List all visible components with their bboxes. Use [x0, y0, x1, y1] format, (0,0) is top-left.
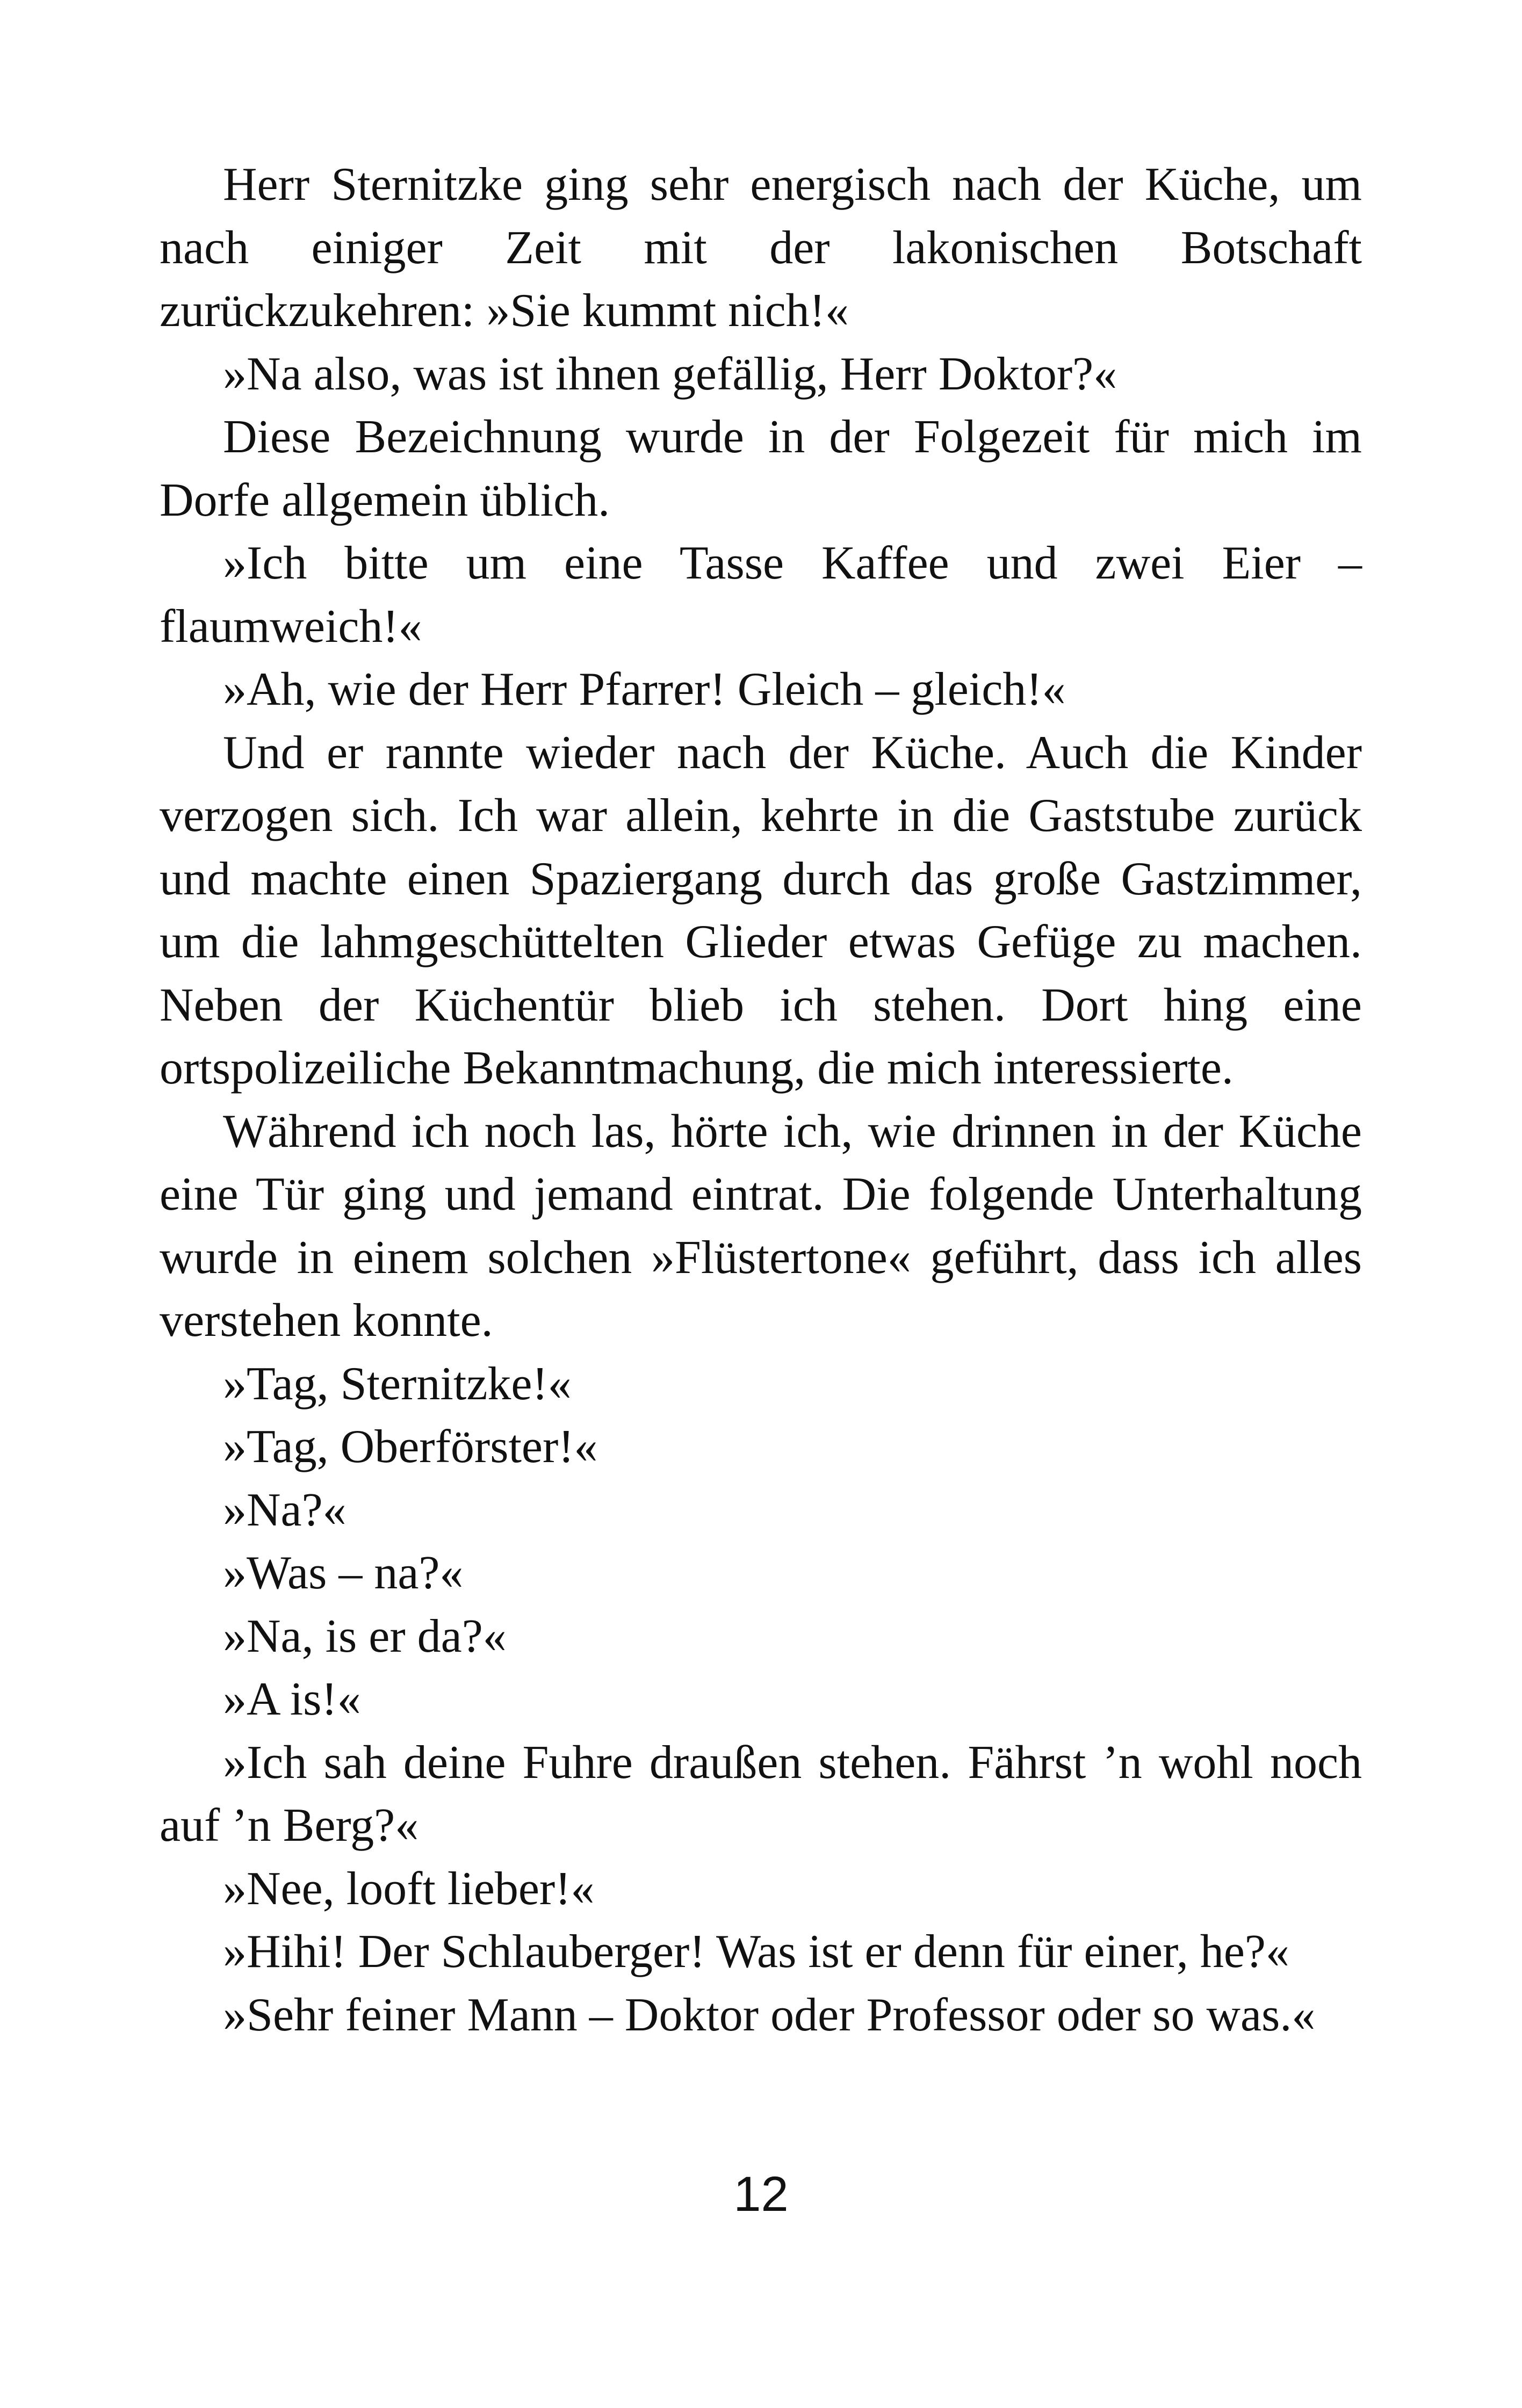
page-number: 12: [733, 2167, 789, 2222]
paragraph: »Sehr feiner Mann – Doktor oder Professor oder so was.«: [223, 1988, 1316, 2041]
paragraph: »Was – na?«: [223, 1547, 464, 1599]
paragraph: »Na also, was ist ihnen gefällig, Herr Doktor?«: [223, 348, 1117, 400]
paragraph: »A is!«: [223, 1673, 361, 1725]
paragraph: »Na?«: [223, 1484, 347, 1536]
paragraph: Und er rannte wieder nach der Küche. Auch die Kinder verzogen sich. Ich war allein, kehrte in die Gaststube zurück und machte einen Spaziergang durch das große Gastzimmer, um die lahmgeschüttelten Glieder etwas Gefüge zu machen. Neben der Küchentür blieb ich stehen. Dort hing eine ortspolizeiliche Bekanntmachung, die mich interessierte.: [160, 726, 1362, 1094]
paragraph: Diese Bezeichnung wurde in der Folgezeit für mich im Dorfe allgemein üblich.: [160, 411, 1362, 526]
paragraph: Herr Sternitzke ging sehr energisch nach der Küche, um nach einiger Zeit mit der lakonischen Botschaft zurückzukehren: »Sie kummt nich!«: [160, 158, 1362, 337]
paragraph: »Tag, Oberförster!«: [223, 1421, 598, 1473]
body-text: [160, 153, 1362, 2047]
paragraph: »Ich bitte um eine Tasse Kaffee und zwei Eier – flaumweich!«: [160, 537, 1362, 653]
paragraph: »Tag, Sternitzke!«: [223, 1357, 572, 1410]
paragraph: »Ah, wie der Herr Pfarrer! Gleich – gleich!«: [223, 663, 1066, 715]
paragraph: »Nee, looft lieber!«: [223, 1862, 595, 1915]
paragraph: »Na, is er da?«: [223, 1610, 507, 1662]
paragraph: Während ich noch las, hörte ich, wie drinnen in der Küche eine Tür ging und jemand eintrat. Die folgende Unterhaltung wurde in einem solchen »Flüstertone« geführt, dass ich alles verstehen konnte.: [160, 1105, 1362, 1347]
paragraph: »Hihi! Der Schlauberger! Was ist er denn für einer, he?«: [223, 1926, 1289, 1978]
paragraph: »Ich sah deine Fuhre draußen stehen. Fährst ’n wohl noch auf ’n Berg?«: [160, 1736, 1362, 1852]
